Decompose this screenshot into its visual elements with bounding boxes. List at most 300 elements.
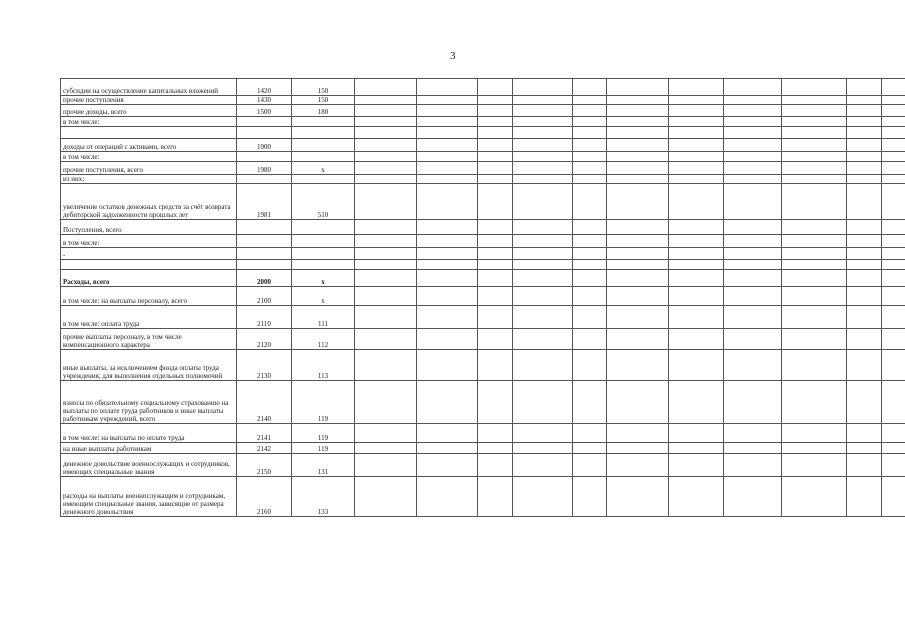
- row-name-cell: взносы по обязательному социальному страхованию на выплаты по оплате труда работников и иные выплаты работникам учреждений, всего: [61, 381, 237, 424]
- table-row: [61, 117, 905, 127]
- table-row: [61, 248, 905, 260]
- empty-value-cell: [417, 287, 478, 306]
- empty-value-cell: [669, 350, 724, 381]
- table-row: [61, 454, 905, 477]
- empty-value-cell: [882, 270, 905, 287]
- empty-value-cell: [847, 175, 882, 184]
- row-code-cell: 1981: [237, 184, 292, 220]
- row-kosgu-cell: [292, 235, 355, 248]
- empty-value-cell: [724, 424, 782, 443]
- empty-value-cell: [607, 175, 669, 184]
- empty-value-cell: [573, 184, 607, 220]
- row-code-cell: [237, 152, 292, 162]
- empty-value-cell: [847, 477, 882, 517]
- empty-value-cell: [607, 96, 669, 105]
- empty-value-cell: [573, 220, 607, 235]
- empty-value-cell: [607, 287, 669, 306]
- empty-value-cell: [417, 79, 478, 96]
- empty-value-cell: [607, 235, 669, 248]
- empty-value-cell: [513, 424, 573, 443]
- empty-value-cell: [669, 248, 724, 260]
- row-code-cell: [237, 260, 292, 270]
- row-name-cell: прочие поступления: [61, 96, 237, 105]
- empty-value-cell: [513, 105, 573, 117]
- empty-value-cell: [847, 329, 882, 350]
- empty-value-cell: [417, 477, 478, 517]
- empty-value-cell: [513, 350, 573, 381]
- empty-value-cell: [724, 152, 782, 162]
- empty-value-cell: [847, 79, 882, 96]
- empty-value-cell: [882, 139, 905, 152]
- row-kosgu-cell: 133: [292, 477, 355, 517]
- empty-value-cell: [573, 329, 607, 350]
- empty-value-cell: [782, 329, 847, 350]
- row-name-cell: из них:: [61, 175, 237, 184]
- table-row: [61, 260, 905, 270]
- empty-value-cell: [607, 306, 669, 329]
- empty-value-cell: [782, 117, 847, 127]
- empty-value-cell: [573, 443, 607, 454]
- row-name-cell: в том числе:: [61, 152, 237, 162]
- empty-value-cell: [847, 424, 882, 443]
- empty-value-cell: [607, 454, 669, 477]
- empty-value-cell: [724, 117, 782, 127]
- row-kosgu-cell: [292, 127, 355, 139]
- empty-value-cell: [782, 127, 847, 139]
- empty-value-cell: [669, 270, 724, 287]
- empty-value-cell: [782, 381, 847, 424]
- empty-value-cell: [573, 79, 607, 96]
- row-code-cell: 2150: [237, 454, 292, 477]
- empty-value-cell: [607, 139, 669, 152]
- table-row: [61, 270, 905, 287]
- row-kosgu-cell: [292, 260, 355, 270]
- row-name-cell: в том числе: на выплаты персоналу, всего: [61, 287, 237, 306]
- empty-value-cell: [724, 96, 782, 105]
- empty-value-cell: [355, 235, 417, 248]
- empty-value-cell: [882, 235, 905, 248]
- empty-value-cell: [417, 381, 478, 424]
- empty-value-cell: [669, 477, 724, 517]
- row-kosgu-cell: 113: [292, 350, 355, 381]
- empty-value-cell: [847, 248, 882, 260]
- empty-value-cell: [847, 96, 882, 105]
- table-row: [61, 162, 905, 175]
- empty-value-cell: [513, 306, 573, 329]
- empty-value-cell: [478, 162, 513, 175]
- empty-value-cell: [478, 443, 513, 454]
- empty-value-cell: [847, 350, 882, 381]
- empty-value-cell: [607, 477, 669, 517]
- empty-value-cell: [355, 127, 417, 139]
- empty-value-cell: [724, 105, 782, 117]
- row-name-cell: в том числе:: [61, 117, 237, 127]
- table-row: [61, 424, 905, 443]
- table-row: [61, 329, 905, 350]
- empty-value-cell: [355, 139, 417, 152]
- empty-value-cell: [782, 220, 847, 235]
- empty-value-cell: [417, 184, 478, 220]
- empty-value-cell: [724, 235, 782, 248]
- row-kosgu-cell: 150: [292, 96, 355, 105]
- table-row: [61, 443, 905, 454]
- row-kosgu-cell: 119: [292, 424, 355, 443]
- empty-value-cell: [513, 220, 573, 235]
- empty-value-cell: [782, 260, 847, 270]
- row-code-cell: 2142: [237, 443, 292, 454]
- empty-value-cell: [724, 260, 782, 270]
- empty-value-cell: [724, 79, 782, 96]
- empty-value-cell: [782, 105, 847, 117]
- empty-value-cell: [513, 235, 573, 248]
- empty-value-cell: [355, 79, 417, 96]
- empty-value-cell: [513, 454, 573, 477]
- empty-value-cell: [607, 443, 669, 454]
- empty-value-cell: [669, 287, 724, 306]
- empty-value-cell: [513, 96, 573, 105]
- row-name-cell: на иные выплаты работникам: [61, 443, 237, 454]
- empty-value-cell: [478, 287, 513, 306]
- empty-value-cell: [513, 287, 573, 306]
- empty-value-cell: [417, 260, 478, 270]
- empty-value-cell: [882, 184, 905, 220]
- row-code-cell: [237, 127, 292, 139]
- empty-value-cell: [669, 127, 724, 139]
- row-kosgu-cell: 119: [292, 443, 355, 454]
- empty-value-cell: [417, 127, 478, 139]
- row-name-cell: иные выплаты, за исключением фонда оплаты труда учреждения, для выполнения отдельных полномочий: [61, 350, 237, 381]
- empty-value-cell: [669, 454, 724, 477]
- empty-value-cell: [417, 443, 478, 454]
- empty-value-cell: [573, 381, 607, 424]
- empty-value-cell: [669, 162, 724, 175]
- empty-value-cell: [417, 105, 478, 117]
- empty-value-cell: [724, 381, 782, 424]
- empty-value-cell: [724, 139, 782, 152]
- row-kosgu-cell: 119: [292, 381, 355, 424]
- empty-value-cell: [607, 381, 669, 424]
- empty-value-cell: [573, 424, 607, 443]
- empty-value-cell: [417, 306, 478, 329]
- empty-value-cell: [724, 454, 782, 477]
- empty-value-cell: [882, 477, 905, 517]
- empty-value-cell: [847, 443, 882, 454]
- empty-value-cell: [573, 306, 607, 329]
- empty-value-cell: [847, 105, 882, 117]
- row-kosgu-cell: 180: [292, 105, 355, 117]
- empty-value-cell: [847, 184, 882, 220]
- row-kosgu-cell: х: [292, 270, 355, 287]
- empty-value-cell: [513, 260, 573, 270]
- empty-value-cell: [573, 454, 607, 477]
- empty-value-cell: [782, 96, 847, 105]
- row-kosgu-cell: [292, 139, 355, 152]
- empty-value-cell: [669, 117, 724, 127]
- empty-value-cell: [478, 270, 513, 287]
- empty-value-cell: [782, 443, 847, 454]
- empty-value-cell: [607, 260, 669, 270]
- empty-value-cell: [417, 270, 478, 287]
- table-row: [61, 184, 905, 220]
- empty-value-cell: [478, 184, 513, 220]
- row-kosgu-cell: [292, 117, 355, 127]
- empty-value-cell: [355, 443, 417, 454]
- empty-value-cell: [573, 350, 607, 381]
- empty-value-cell: [573, 105, 607, 117]
- empty-value-cell: [513, 139, 573, 152]
- empty-value-cell: [355, 329, 417, 350]
- table-body: [61, 79, 905, 517]
- empty-value-cell: [573, 270, 607, 287]
- row-code-cell: [237, 235, 292, 248]
- empty-value-cell: [513, 127, 573, 139]
- row-code-cell: [237, 117, 292, 127]
- table-row: [61, 381, 905, 424]
- empty-value-cell: [724, 477, 782, 517]
- page-number: 3: [450, 50, 456, 62]
- table-row: [61, 152, 905, 162]
- row-name-cell: Расходы, всего: [61, 270, 237, 287]
- empty-value-cell: [417, 162, 478, 175]
- empty-value-cell: [607, 184, 669, 220]
- row-code-cell: 1980: [237, 162, 292, 175]
- row-code-cell: [237, 175, 292, 184]
- empty-value-cell: [607, 79, 669, 96]
- empty-value-cell: [882, 287, 905, 306]
- empty-value-cell: [882, 350, 905, 381]
- empty-value-cell: [478, 477, 513, 517]
- empty-value-cell: [724, 443, 782, 454]
- empty-value-cell: [417, 117, 478, 127]
- empty-value-cell: [417, 454, 478, 477]
- row-kosgu-cell: 131: [292, 454, 355, 477]
- table-row: [61, 175, 905, 184]
- empty-value-cell: [724, 127, 782, 139]
- empty-value-cell: [478, 139, 513, 152]
- empty-value-cell: [724, 220, 782, 235]
- row-name-cell: [61, 260, 237, 270]
- row-name-cell: -: [61, 248, 237, 260]
- empty-value-cell: [669, 220, 724, 235]
- empty-value-cell: [355, 184, 417, 220]
- empty-value-cell: [355, 248, 417, 260]
- empty-value-cell: [355, 350, 417, 381]
- empty-value-cell: [669, 306, 724, 329]
- empty-value-cell: [607, 105, 669, 117]
- row-code-cell: 2100: [237, 287, 292, 306]
- table-row: [61, 477, 905, 517]
- empty-value-cell: [782, 454, 847, 477]
- empty-value-cell: [573, 175, 607, 184]
- empty-value-cell: [513, 79, 573, 96]
- empty-value-cell: [847, 235, 882, 248]
- table-row: [61, 235, 905, 248]
- empty-value-cell: [355, 424, 417, 443]
- empty-value-cell: [573, 287, 607, 306]
- empty-value-cell: [478, 152, 513, 162]
- row-name-cell: прочие поступления, всего: [61, 162, 237, 175]
- empty-value-cell: [513, 381, 573, 424]
- empty-value-cell: [417, 329, 478, 350]
- empty-value-cell: [782, 152, 847, 162]
- empty-value-cell: [607, 248, 669, 260]
- empty-value-cell: [355, 96, 417, 105]
- empty-value-cell: [478, 329, 513, 350]
- empty-value-cell: [882, 443, 905, 454]
- empty-value-cell: [669, 105, 724, 117]
- row-code-cell: 2160: [237, 477, 292, 517]
- empty-value-cell: [573, 127, 607, 139]
- empty-value-cell: [573, 152, 607, 162]
- empty-value-cell: [882, 105, 905, 117]
- empty-value-cell: [607, 424, 669, 443]
- row-kosgu-cell: 510: [292, 184, 355, 220]
- empty-value-cell: [573, 477, 607, 517]
- empty-value-cell: [513, 175, 573, 184]
- empty-value-cell: [355, 175, 417, 184]
- empty-value-cell: [513, 329, 573, 350]
- empty-value-cell: [847, 260, 882, 270]
- empty-value-cell: [882, 117, 905, 127]
- empty-value-cell: [513, 184, 573, 220]
- empty-value-cell: [355, 260, 417, 270]
- row-kosgu-cell: 111: [292, 306, 355, 329]
- empty-value-cell: [513, 117, 573, 127]
- empty-value-cell: [417, 139, 478, 152]
- empty-value-cell: [847, 139, 882, 152]
- empty-value-cell: [782, 477, 847, 517]
- empty-value-cell: [882, 306, 905, 329]
- row-code-cell: 1500: [237, 105, 292, 117]
- empty-value-cell: [355, 162, 417, 175]
- empty-value-cell: [882, 96, 905, 105]
- empty-value-cell: [478, 175, 513, 184]
- empty-value-cell: [573, 139, 607, 152]
- empty-value-cell: [782, 235, 847, 248]
- row-name-cell: Поступления, всего: [61, 220, 237, 235]
- empty-value-cell: [607, 220, 669, 235]
- empty-value-cell: [724, 184, 782, 220]
- empty-value-cell: [478, 235, 513, 248]
- empty-value-cell: [724, 350, 782, 381]
- empty-value-cell: [478, 79, 513, 96]
- empty-value-cell: [847, 127, 882, 139]
- row-kosgu-cell: х: [292, 287, 355, 306]
- empty-value-cell: [355, 381, 417, 424]
- empty-value-cell: [782, 184, 847, 220]
- empty-value-cell: [355, 152, 417, 162]
- table-row: [61, 127, 905, 139]
- empty-value-cell: [724, 306, 782, 329]
- empty-value-cell: [417, 350, 478, 381]
- empty-value-cell: [355, 105, 417, 117]
- row-name-cell: расходы на выплаты военнослужащим и сотрудникам, имеющим специальные звания, зависящие от размера денежного довольствия: [61, 477, 237, 517]
- row-kosgu-cell: [292, 248, 355, 260]
- table-row: [61, 139, 905, 152]
- row-kosgu-cell: [292, 220, 355, 235]
- row-code-cell: [237, 248, 292, 260]
- empty-value-cell: [882, 454, 905, 477]
- empty-value-cell: [355, 270, 417, 287]
- empty-value-cell: [669, 235, 724, 248]
- empty-value-cell: [882, 127, 905, 139]
- empty-value-cell: [669, 139, 724, 152]
- empty-value-cell: [478, 381, 513, 424]
- empty-value-cell: [355, 454, 417, 477]
- empty-value-cell: [607, 329, 669, 350]
- empty-value-cell: [724, 287, 782, 306]
- empty-value-cell: [847, 270, 882, 287]
- empty-value-cell: [669, 260, 724, 270]
- empty-value-cell: [607, 270, 669, 287]
- empty-value-cell: [724, 270, 782, 287]
- empty-value-cell: [355, 306, 417, 329]
- empty-value-cell: [847, 287, 882, 306]
- empty-value-cell: [847, 117, 882, 127]
- empty-value-cell: [478, 350, 513, 381]
- empty-value-cell: [417, 424, 478, 443]
- empty-value-cell: [882, 381, 905, 424]
- empty-value-cell: [478, 117, 513, 127]
- empty-value-cell: [782, 139, 847, 152]
- empty-value-cell: [478, 105, 513, 117]
- row-code-cell: 2130: [237, 350, 292, 381]
- empty-value-cell: [417, 175, 478, 184]
- empty-value-cell: [724, 162, 782, 175]
- row-name-cell: прочие доходы, всего: [61, 105, 237, 117]
- row-name-cell: прочие выплаты персоналу, в том числе компенсационного характера: [61, 329, 237, 350]
- empty-value-cell: [669, 96, 724, 105]
- empty-value-cell: [355, 220, 417, 235]
- empty-value-cell: [355, 287, 417, 306]
- empty-value-cell: [513, 248, 573, 260]
- empty-value-cell: [607, 162, 669, 175]
- empty-value-cell: [882, 329, 905, 350]
- row-name-cell: денежное довольствие военнослужащих и сотрудников, имеющих специальные звания: [61, 454, 237, 477]
- empty-value-cell: [847, 381, 882, 424]
- empty-value-cell: [669, 424, 724, 443]
- empty-value-cell: [669, 175, 724, 184]
- row-code-cell: 2140: [237, 381, 292, 424]
- row-kosgu-cell: 150: [292, 79, 355, 96]
- empty-value-cell: [882, 152, 905, 162]
- row-name-cell: в том числе: оплата труда: [61, 306, 237, 329]
- row-code-cell: 2110: [237, 306, 292, 329]
- empty-value-cell: [847, 162, 882, 175]
- empty-value-cell: [513, 152, 573, 162]
- row-kosgu-cell: [292, 175, 355, 184]
- row-name-cell: увеличение остатков денежных средств за счёт возврата дебиторской задолженности прошлых лет: [61, 184, 237, 220]
- empty-value-cell: [607, 127, 669, 139]
- row-kosgu-cell: 112: [292, 329, 355, 350]
- empty-value-cell: [513, 443, 573, 454]
- empty-value-cell: [513, 162, 573, 175]
- table-row: [61, 220, 905, 235]
- empty-value-cell: [478, 248, 513, 260]
- empty-value-cell: [847, 454, 882, 477]
- empty-value-cell: [782, 248, 847, 260]
- empty-value-cell: [669, 381, 724, 424]
- table-row: [61, 287, 905, 306]
- empty-value-cell: [573, 96, 607, 105]
- empty-value-cell: [669, 152, 724, 162]
- empty-value-cell: [847, 306, 882, 329]
- empty-value-cell: [573, 248, 607, 260]
- empty-value-cell: [724, 175, 782, 184]
- row-code-cell: 2000: [237, 270, 292, 287]
- empty-value-cell: [607, 350, 669, 381]
- empty-value-cell: [882, 162, 905, 175]
